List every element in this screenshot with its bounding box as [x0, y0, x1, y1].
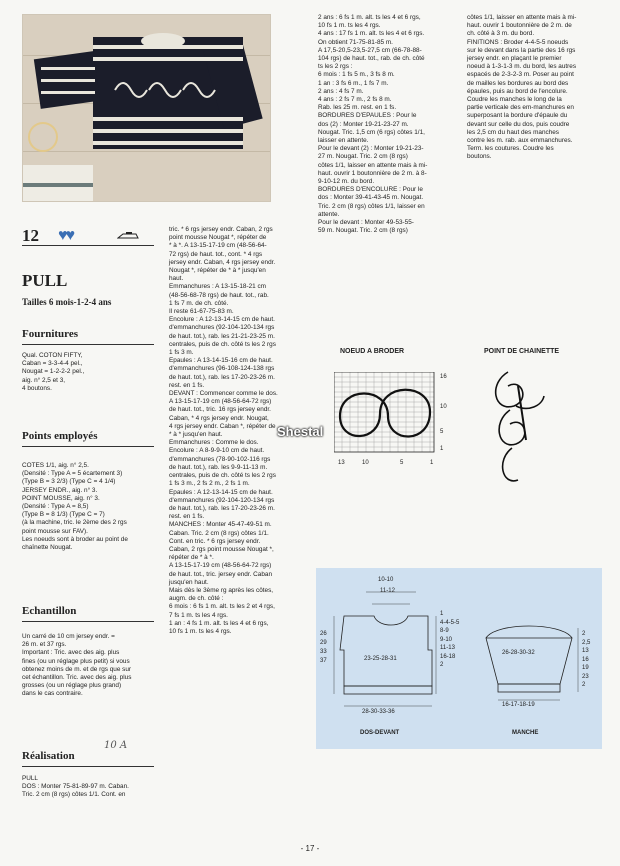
x-tick-13: 13: [338, 460, 345, 466]
divider: [22, 766, 154, 767]
dim-1: 1: [440, 611, 444, 617]
instructions-column-4: côtes 1/1, laisser en attente mais à mi- haut. ouvrir 1 boutonnière de 2 m. de ch. côté à 3 m. du bord. FINITIONS : Broder 4-4-5-5 noeuds sur le devant dans la partie des 16 rgs jersey endr. en plaçant le premier noeud à 1-3-1-3 m. du bord, les autres espacés de 2-3-2-3 m. Poser au point de mailles les bordures au bord des épaules, puis au bord de l'encolure. Coudre les manches le long de la partie verticale des em-manchures en superposant la bordure d'épaule du devant sur celle du dos, puis coudre les 2,5 cm du haut des manches contre les m. rab. aux emmanchures. Term. les coutures. Coudre les boutons.: [467, 14, 577, 161]
height-33: 33: [320, 649, 327, 655]
divider: [22, 621, 154, 622]
noeud-label: NOEUD A BRODER: [340, 348, 405, 355]
sweater-illustration: [23, 15, 270, 201]
pattern-sizes: Tailles 6 mois-1-2-4 ans: [22, 297, 112, 307]
sleeve-top-dim: 26-28-30-32: [502, 650, 535, 656]
schema-panel: [316, 568, 602, 749]
divider: [22, 446, 154, 447]
divider: [22, 344, 154, 345]
chain-stitch-illustration: [482, 366, 552, 496]
sleeve-dim-16: 16: [582, 656, 589, 663]
sleeve-bottom-dim: 16-17-18-19: [502, 702, 535, 708]
sleeve-right-dims: [582, 630, 590, 690]
dim-8-9: 8-9: [440, 628, 449, 634]
fournitures-body: Qual. COTON FIFTY, Caban = 3-3-4-4 pel., Nougat = 1-2-2-2 pel., aig. n° 2,5 et 3, 4 boutons.: [22, 352, 85, 392]
iron-icon: [117, 231, 139, 239]
pattern-number: 12: [22, 226, 39, 245]
dos-devant-label: DOS-DEVANT: [360, 730, 400, 736]
y-tick-16: 16: [440, 374, 447, 380]
left-heights: [320, 630, 327, 666]
realisation-body: PULL DOS : Monter 75-81-89-97 m. Caban. Tric. 2 cm (8 rgs) côtes 1/1. Cont. en: [22, 775, 129, 799]
sleeve-dim-19: 19: [582, 665, 589, 671]
pattern-title: PULL: [22, 271, 68, 290]
difficulty-hearts-icon: ♥♥: [58, 227, 73, 244]
x-tick-10: 10: [362, 460, 369, 466]
y-tick-1: 1: [440, 446, 444, 452]
chainette-label: POINT DE CHAINETTE: [484, 348, 560, 355]
height-26: 26: [320, 631, 327, 637]
neck-top-dim: 10-10: [378, 577, 394, 583]
section-heading-echantillon: Echantillon: [22, 605, 77, 617]
section-heading-realisation: Réalisation: [22, 750, 75, 762]
dim-4-4-5-5: 4-4-5-5: [440, 619, 460, 626]
y-tick-10: 10: [440, 404, 447, 410]
x-tick-5: 5: [400, 460, 404, 466]
sleeve-dim-2b: 2: [582, 682, 586, 688]
y-tick-5: 5: [440, 429, 444, 435]
watermark: Shestal: [277, 424, 324, 439]
height-37: 37: [320, 658, 327, 664]
points-body: COTES 1/1, aig. n° 2,5. (Densité : Type A = 5 écartement 3) (Type B = 3 2/3) (Type C = 4 1/4) JERSEY ENDR., aig. n° 3. POINT MOUSSE, aig. n° 3. (Densité : Type A = 8,5) (Type B = 8 1/3) (Type C = 7) (à la machine, tric. le 2ème des 2 rgs point mousse sur FAV). Les noeuds sont à broder au point de chaînette Nougat.: [22, 462, 128, 552]
sleeve-dim-13: 13: [582, 648, 589, 654]
section-heading-fournitures: Fournitures: [22, 328, 79, 340]
page-footer: - 17 -: [300, 844, 320, 853]
manche-label: MANCHE: [512, 730, 539, 736]
sweater-photo: [22, 14, 271, 202]
section-heading-points: Points employés: [22, 430, 98, 442]
dim-2: 2: [440, 662, 444, 668]
bottom-width-dim: 28-30-33-36: [362, 709, 395, 715]
knot-grid: [334, 372, 436, 458]
instructions-column-3: 2 ans : 6 fs 1 m. alt. ts les 4 et 6 rgs, 10 fs 1 m. ts les 4 rgs. 4 ans : 17 fs 1 m. alt. ts les 4 et 6 rgs. On obtient 71-75-81-85 m. A 17,5-20,5-23,5-27,5 cm (66-78-88- 104 rgs) de haut. tot., rab. de ch. côté ts les 2 rgs : 6 mois : 1 fs 5 m., 3 fs 8 m. 1 an : 3 fs 6 m., 1 fs 7 m. 2 ans : 4 fs 7 m. 4 ans : 2 fs 7 m., 2 fs 8 m. Rab. les 25 m. rest. en 1 fs. BORDURES D'EPAULES : Pour le dos (2) : Monter 19-21-23-27 m. Nougat. Tric. 1,5 cm (6 rgs) côtes 1/1, laisser en attente. Pour le devant (2) : Monter 19-21-23- 27 m. Nougat. Tric. 2 cm (8 rgs) côtes 1/1, laisser en attente mais à mi- haut. ouvrir 1 boutonnière de 2 m. à 8- 9-10-12 m. du bord. BORDURES D'ENCOLURE : Pour le dos : Monter 39-41-43-45 m. Nougat. Tric. 2 cm (8 rgs) côtes 1/1, laisser en attente. Pour le devant : Monter 49-53-55- 59 m. Nougat. Tric. 2 cm (8 rgs): [318, 14, 428, 235]
sleeve-dim-2: 2: [582, 631, 586, 637]
body-width-dim: 23-25-28-31: [364, 656, 397, 662]
divider: [22, 245, 154, 246]
dim-9-10: 9-10: [440, 636, 453, 643]
dim-16-18: 16-18: [440, 653, 456, 660]
height-29: 29: [320, 640, 327, 646]
handwritten-annotation: 10 A: [104, 740, 128, 751]
instructions-column-2: tric. * 6 rgs jersey endr. Caban, 2 rgs point mousse Nougat *, répéter de * à *. A 13-15-17-19 cm (48-56-64- 72 rgs) de haut. tot., cont. * 4 rgs jersey endr. Caban, 4 rgs jersey endr. Nougat *, répéter de * à * jusqu'en haut. Emmanchures : A 13-15-18-21 cm (48-56-68-78 rgs) de haut. tot., rab. 1 fs 7 m. de ch. côté. Il reste 61-67-75-83 m. Encolure : A 12-13-14-15 cm de haut. d'emmanchures (92-104-120-134 rgs de haut. tot.), rab. les 21-21-23-25 m. centrales, puis de ch. côté ts les 2 rgs 1 fs 3 m. Epaules : A 13-14-15-16 cm de haut. d'emmanchures (96-108-124-138 rgs de haut. tot.), rab. les 17-20-23-26 m. rest. en 1 fs. DEVANT : Commencer comme le dos. A 13-15-17-19 cm (48-56-64-72 rgs) de haut. tot., tric. 16 rgs jersey endr. Caban, * 4 rgs jersey endr. Nougat, 4 rgs jersey endr. Caban *, répéter de * à * jusqu'en haut. Emmanchures : Comme le dos. Encolure : A 8-9-9-10 cm de haut. d'emmanchures (78-90-102-116 rgs de haut. tot.), rab. les 9-9-11-13 m. centrales, puis de ch. côté ts les 2 rgs 1 fs 3 m., 2 fs 2 m., 2 fs 1 m. Epaules : A 12-13-14-15 cm de haut. d'emmanchures (92-104-120-134 rgs de haut. tot.), rab. les 17-20-23-26 m. rest. en 1 fs. MANCHES : Monter 45-47-49-51 m. Caban. Tric. 2 cm (8 rgs) côtes 1/1. Cont. en tric. * 6 rgs jersey endr. Caban, 2 rgs point mousse Nougat *, répéter de * à *. A 13-15-17-19 cm (48-56-64-72 rgs) de haut. tot., tric. jersey endr. Caban jusqu'en haut. Mais dès le 3ème rg après les côtes, augm. de ch. côté : 6 mois : 6 fs 1 m. alt. ts les 2 et 4 rgs, 7 fs 1 m. ts les 4 rgs. 1 an : 4 fs 1 m. alt. ts les 4 et 6 rgs, 10 fs 1 m. ts les 4 rgs.: [169, 226, 278, 635]
echantillon-body: Un carré de 10 cm jersey endr. = 26 m. et 37 rgs. Important : Tric. avec des aig. plus fines (ou un réglage plus petit) si vous obtenez moins de m. et de rgs que sur cet échantillon. Tric. avec des aig. plus grosses (ou un réglage plus grand) dans le cas contraire.: [22, 633, 132, 698]
neck-second-dim: 11-12: [380, 588, 395, 594]
sleeve-dim-2-5: 2,5: [582, 639, 591, 646]
right-dims: [440, 610, 459, 670]
sleeve-dim-23: 23: [582, 673, 589, 680]
dim-11-13: 11-13: [440, 645, 455, 651]
x-tick-1: 1: [430, 460, 434, 466]
